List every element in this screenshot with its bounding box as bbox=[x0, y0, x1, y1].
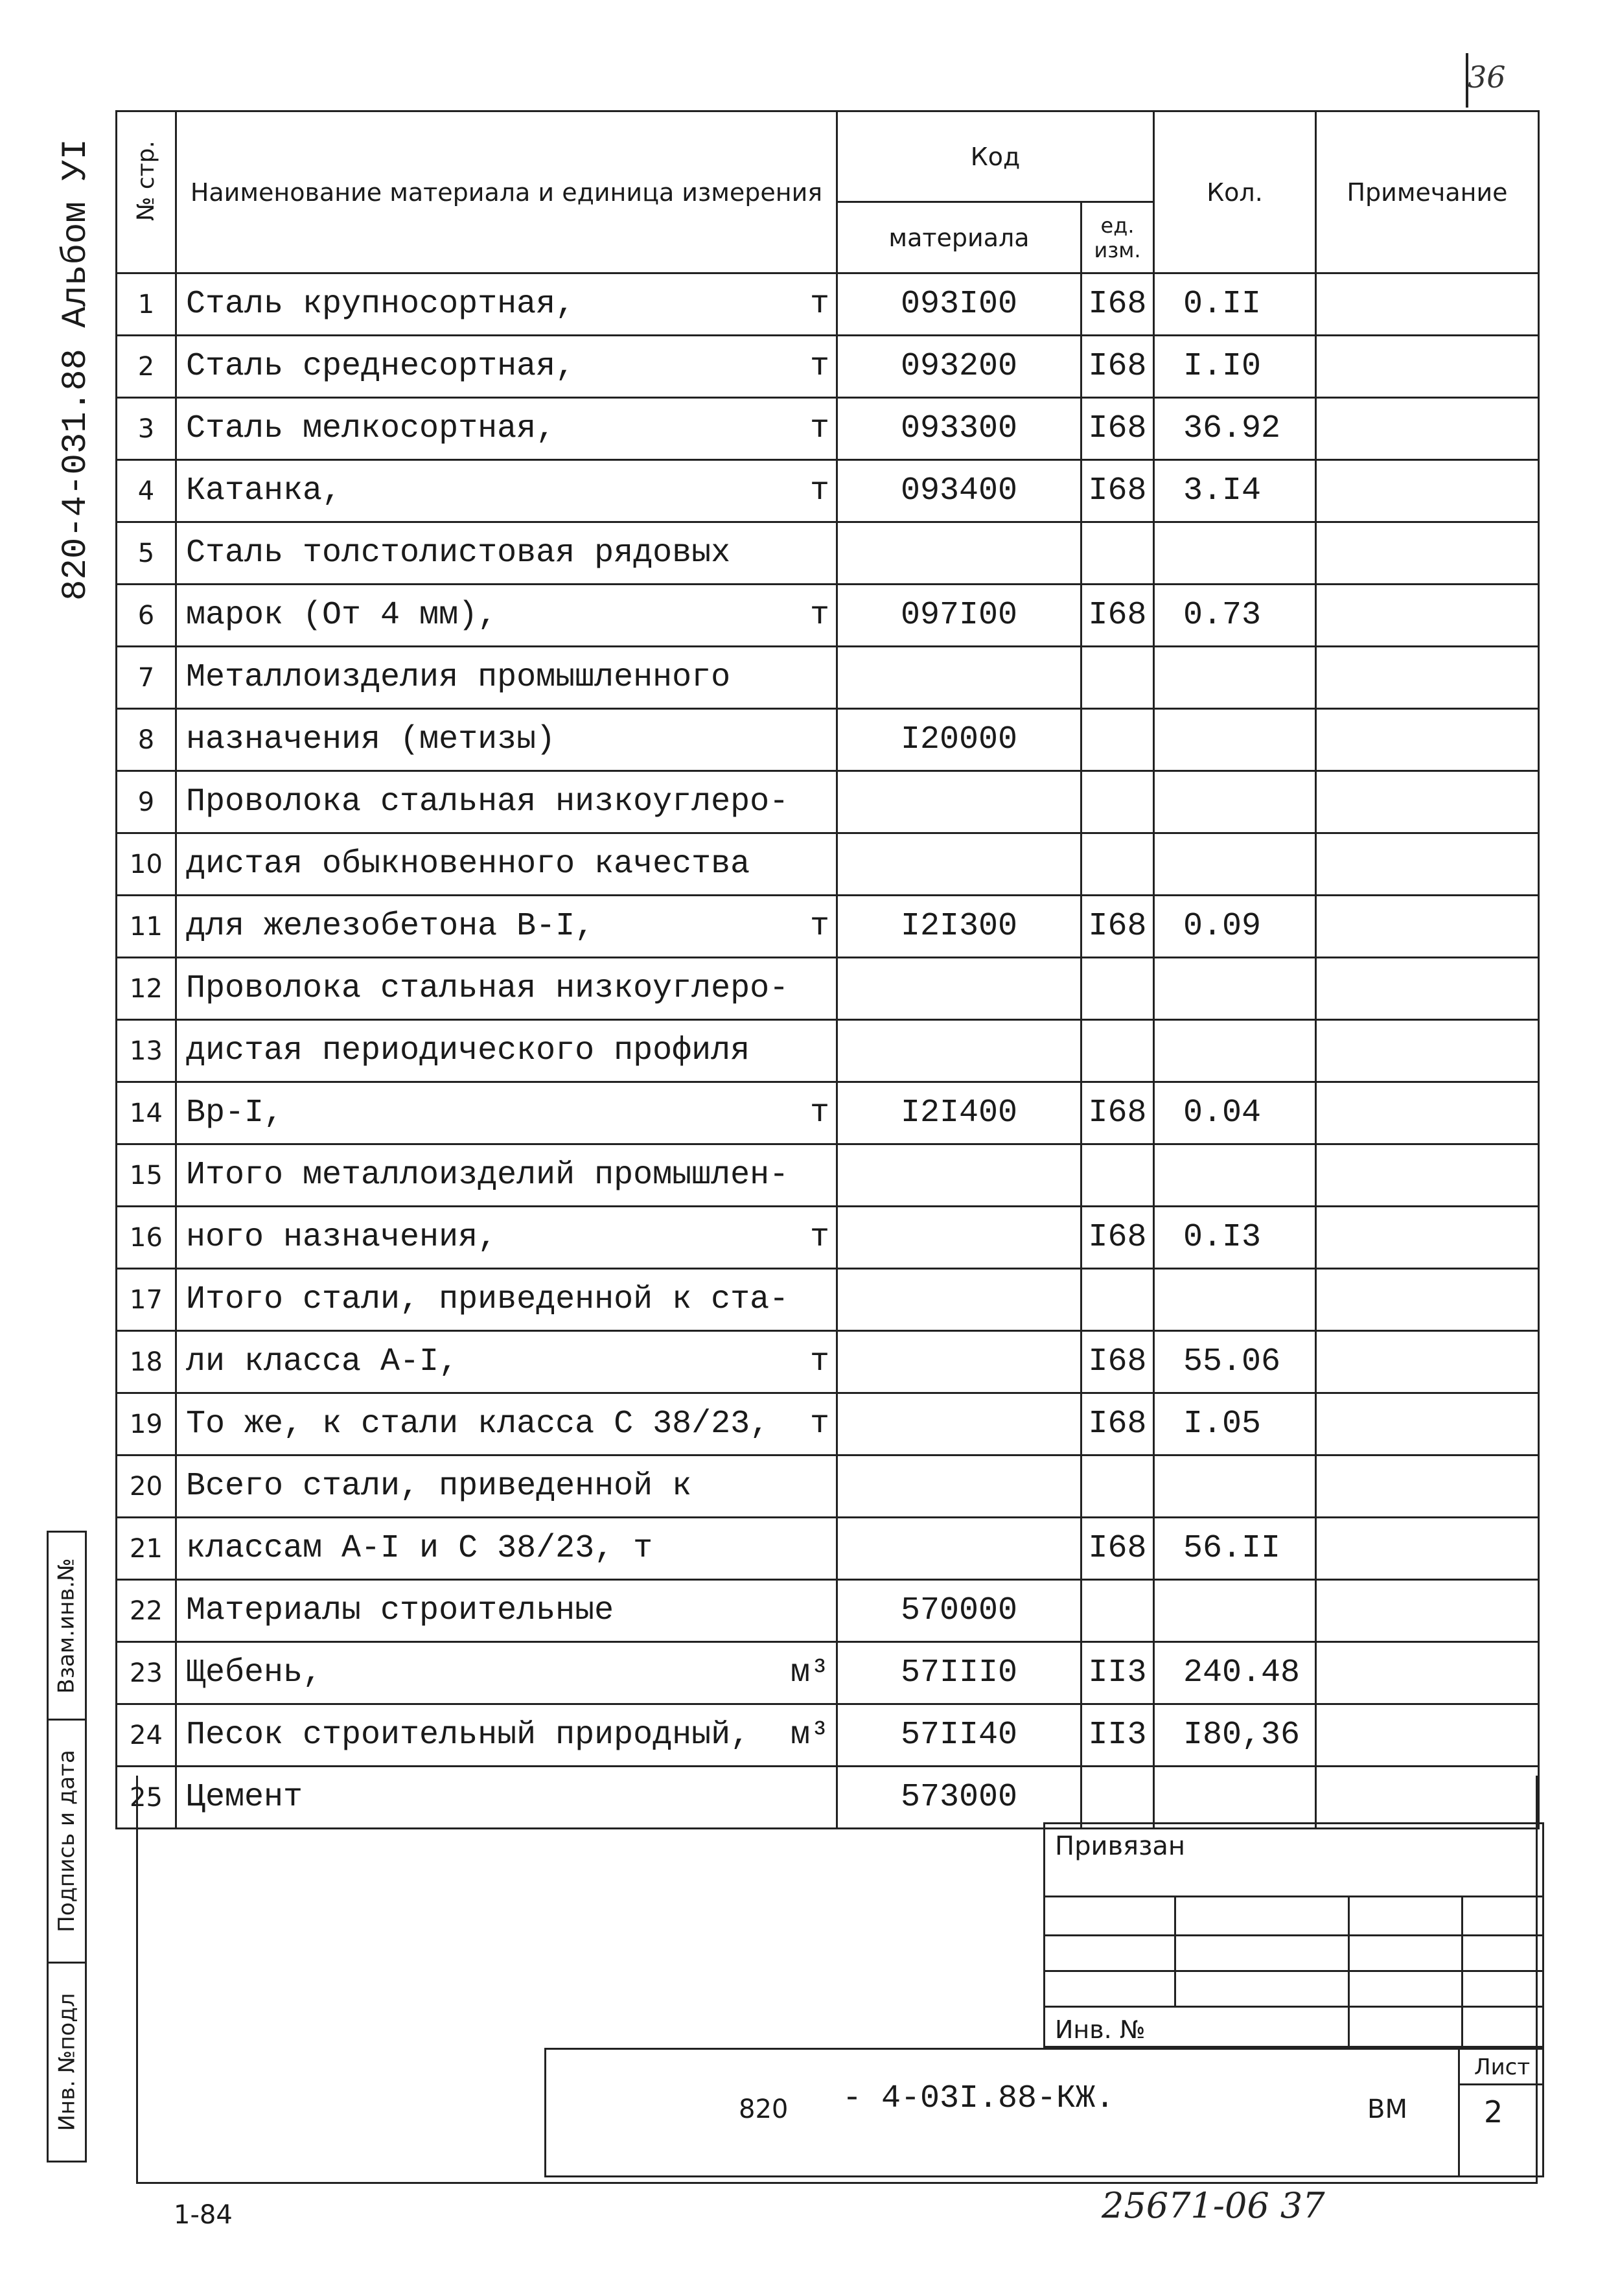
row-number: 14 bbox=[117, 1082, 176, 1144]
table-row bbox=[117, 1269, 1539, 1331]
unit-code: II3 bbox=[1081, 1642, 1154, 1704]
binding-divider bbox=[1174, 1896, 1176, 2006]
quantity bbox=[1154, 647, 1316, 709]
note-cell bbox=[1316, 647, 1539, 709]
material-code bbox=[837, 1393, 1081, 1455]
quantity: 0.I3 bbox=[1154, 1207, 1316, 1269]
row-number: 6 bbox=[117, 585, 176, 647]
table-row bbox=[117, 709, 1539, 771]
material-unit-symbol: т bbox=[809, 410, 829, 447]
unit-code bbox=[1081, 1144, 1154, 1207]
row-number: 3 bbox=[117, 398, 176, 460]
album-label: 820-4-031.88 Альбом УI bbox=[56, 138, 96, 601]
note-cell bbox=[1316, 1082, 1539, 1144]
material-name: ли класса А-I, bbox=[186, 1343, 459, 1380]
doc-code: - 4-03I.88-КЖ. bbox=[842, 2080, 1115, 2117]
material-code bbox=[837, 522, 1081, 585]
row-number: 7 bbox=[117, 647, 176, 709]
quantity bbox=[1154, 1020, 1316, 1082]
material-name: Итого стали, приведенной к ста- bbox=[186, 1281, 789, 1318]
material-code: 093300 bbox=[837, 398, 1081, 460]
material-name-cell bbox=[176, 1393, 837, 1455]
note-cell bbox=[1316, 1518, 1539, 1580]
unit-code bbox=[1081, 1269, 1154, 1331]
unit-code bbox=[1081, 1020, 1154, 1082]
header-code-material: материала bbox=[837, 202, 1081, 273]
note-cell bbox=[1316, 522, 1539, 585]
note-cell bbox=[1316, 460, 1539, 522]
material-name: Цемент bbox=[186, 1779, 303, 1816]
table-row bbox=[117, 896, 1539, 958]
unit-code bbox=[1081, 522, 1154, 585]
material-name-cell bbox=[176, 1704, 837, 1767]
material-unit-symbol: т bbox=[809, 1095, 829, 1131]
quantity bbox=[1154, 1144, 1316, 1207]
material-unit-symbol: т bbox=[809, 1343, 829, 1380]
note-cell bbox=[1316, 771, 1539, 833]
material-name: Катанка, bbox=[186, 472, 342, 509]
stamp-replaced-inv: Взам.инв.№ bbox=[49, 1533, 85, 1721]
material-code: 097I00 bbox=[837, 585, 1081, 647]
material-unit-symbol: т bbox=[809, 908, 829, 945]
unit-code bbox=[1081, 771, 1154, 833]
quantity: 0.73 bbox=[1154, 585, 1316, 647]
material-unit-symbol: т bbox=[809, 1219, 829, 1256]
title-divider bbox=[1458, 2083, 1544, 2085]
material-name: Проволока стальная низкоуглеро- bbox=[186, 970, 789, 1007]
row-number: 24 bbox=[117, 1704, 176, 1767]
quantity bbox=[1154, 709, 1316, 771]
material-name-cell bbox=[176, 1082, 837, 1144]
unit-code: I68 bbox=[1081, 336, 1154, 398]
table-row bbox=[117, 647, 1539, 709]
material-unit-symbol: т bbox=[809, 1406, 829, 1443]
material-name: назначения (метизы) bbox=[186, 721, 556, 758]
table-row bbox=[117, 958, 1539, 1020]
material-code bbox=[837, 1455, 1081, 1518]
table-row bbox=[117, 1704, 1539, 1767]
unit-code bbox=[1081, 833, 1154, 896]
material-name-cell bbox=[176, 771, 837, 833]
doc-type: ВМ bbox=[1367, 2094, 1407, 2124]
quantity: I.I0 bbox=[1154, 336, 1316, 398]
note-cell bbox=[1316, 1331, 1539, 1393]
row-number: 15 bbox=[117, 1144, 176, 1207]
material-code: 573000 bbox=[837, 1767, 1081, 1829]
row-number: 18 bbox=[117, 1331, 176, 1393]
table-row bbox=[117, 398, 1539, 460]
material-name: Всего стали, приведенной к bbox=[186, 1468, 692, 1505]
row-number: 10 bbox=[117, 833, 176, 896]
note-cell bbox=[1316, 1144, 1539, 1207]
material-code bbox=[837, 1331, 1081, 1393]
side-stamps bbox=[47, 1531, 87, 2163]
material-name: Щебень, bbox=[186, 1654, 323, 1691]
material-name-cell bbox=[176, 1020, 837, 1082]
material-name: Вр-I, bbox=[186, 1095, 284, 1131]
table-row bbox=[117, 522, 1539, 585]
header-code: Код bbox=[837, 111, 1154, 202]
footer-left: 1-84 bbox=[174, 2200, 233, 2230]
material-code: 093I00 bbox=[837, 273, 1081, 336]
row-number: 21 bbox=[117, 1518, 176, 1580]
material-code bbox=[837, 958, 1081, 1020]
binding-divider bbox=[1348, 1896, 1350, 2048]
quantity: 0.II bbox=[1154, 273, 1316, 336]
note-cell bbox=[1316, 1020, 1539, 1082]
material-name-cell bbox=[176, 896, 837, 958]
unit-code: I68 bbox=[1081, 1393, 1154, 1455]
material-name-cell bbox=[176, 1455, 837, 1518]
material-name: То же, к стали класса С 38/23, bbox=[186, 1406, 770, 1443]
row-number: 19 bbox=[117, 1393, 176, 1455]
note-cell bbox=[1316, 1393, 1539, 1455]
material-unit-symbol: т bbox=[809, 472, 829, 509]
row-number: 16 bbox=[117, 1207, 176, 1269]
table-row bbox=[117, 1455, 1539, 1518]
quantity: 0.04 bbox=[1154, 1082, 1316, 1144]
binding-line bbox=[1043, 2006, 1544, 2008]
material-name-cell bbox=[176, 273, 837, 336]
note-cell bbox=[1316, 1269, 1539, 1331]
material-name-cell bbox=[176, 709, 837, 771]
material-name-cell bbox=[176, 958, 837, 1020]
material-code bbox=[837, 1020, 1081, 1082]
material-name: Итого металлоизделий промышлен- bbox=[186, 1157, 789, 1194]
unit-code: I68 bbox=[1081, 1082, 1154, 1144]
header-row-no: № стр. bbox=[117, 111, 176, 273]
material-name: ного назначения, bbox=[186, 1219, 498, 1256]
sheet-label: Лист bbox=[1474, 2054, 1531, 2080]
quantity: 3.I4 bbox=[1154, 460, 1316, 522]
table-row bbox=[117, 1020, 1539, 1082]
row-number: 17 bbox=[117, 1269, 176, 1331]
note-cell bbox=[1316, 1642, 1539, 1704]
material-name-cell bbox=[176, 1144, 837, 1207]
table-row bbox=[117, 1331, 1539, 1393]
material-name: Сталь крупносортная, bbox=[186, 286, 575, 323]
material-name: дистая периодического профиля bbox=[186, 1032, 750, 1069]
material-unit-symbol: т bbox=[809, 286, 829, 323]
unit-code: I68 bbox=[1081, 896, 1154, 958]
table-row bbox=[117, 460, 1539, 522]
material-code bbox=[837, 1269, 1081, 1331]
title-divider bbox=[1458, 2048, 1460, 2177]
note-cell bbox=[1316, 896, 1539, 958]
table-row bbox=[117, 1518, 1539, 1580]
note-cell bbox=[1316, 1704, 1539, 1767]
row-number: 5 bbox=[117, 522, 176, 585]
table-row bbox=[117, 1393, 1539, 1455]
material-name: дистая обыкновенного качества bbox=[186, 846, 750, 883]
row-number: 9 bbox=[117, 771, 176, 833]
unit-code: I68 bbox=[1081, 585, 1154, 647]
unit-code: I68 bbox=[1081, 273, 1154, 336]
row-number: 12 bbox=[117, 958, 176, 1020]
material-name-cell bbox=[176, 336, 837, 398]
table-row bbox=[117, 771, 1539, 833]
unit-code: II3 bbox=[1081, 1704, 1154, 1767]
row-number: 20 bbox=[117, 1455, 176, 1518]
note-cell bbox=[1316, 833, 1539, 896]
table-row bbox=[117, 336, 1539, 398]
quantity bbox=[1154, 833, 1316, 896]
material-code bbox=[837, 1207, 1081, 1269]
material-name: Материалы строительные bbox=[186, 1592, 614, 1629]
note-cell bbox=[1316, 1580, 1539, 1642]
material-code bbox=[837, 833, 1081, 896]
material-code: I2I400 bbox=[837, 1082, 1081, 1144]
quantity bbox=[1154, 1455, 1316, 1518]
note-cell bbox=[1316, 585, 1539, 647]
row-number: 11 bbox=[117, 896, 176, 958]
row-number: 4 bbox=[117, 460, 176, 522]
quantity: 0.09 bbox=[1154, 896, 1316, 958]
quantity bbox=[1154, 1269, 1316, 1331]
unit-code bbox=[1081, 1580, 1154, 1642]
note-cell bbox=[1316, 336, 1539, 398]
quantity: 36.92 bbox=[1154, 398, 1316, 460]
material-name-cell bbox=[176, 1331, 837, 1393]
binding-inv: Инв. № bbox=[1055, 2015, 1146, 2044]
unit-code: I68 bbox=[1081, 460, 1154, 522]
material-name-cell bbox=[176, 522, 837, 585]
row-number: 23 bbox=[117, 1642, 176, 1704]
material-unit-symbol: т bbox=[809, 597, 829, 634]
row-number: 22 bbox=[117, 1580, 176, 1642]
material-name-cell bbox=[176, 398, 837, 460]
material-unit-symbol: м³ bbox=[790, 1717, 829, 1754]
material-code bbox=[837, 1518, 1081, 1580]
material-code: 570000 bbox=[837, 1580, 1081, 1642]
material-name: для железобетона В-I, bbox=[186, 908, 595, 945]
page-number: 36 bbox=[1468, 60, 1506, 95]
material-code: 093200 bbox=[837, 336, 1081, 398]
table-row bbox=[117, 1580, 1539, 1642]
note-cell bbox=[1316, 709, 1539, 771]
material-name-cell bbox=[176, 833, 837, 896]
material-name-cell bbox=[176, 647, 837, 709]
quantity: I.05 bbox=[1154, 1393, 1316, 1455]
note-cell bbox=[1316, 273, 1539, 336]
material-name: Песок строительный природный, bbox=[186, 1717, 750, 1754]
material-unit-symbol: м³ bbox=[790, 1654, 829, 1691]
header-qty: Кол. bbox=[1154, 111, 1316, 273]
material-code: 57III0 bbox=[837, 1642, 1081, 1704]
quantity: 56.II bbox=[1154, 1518, 1316, 1580]
row-number: 13 bbox=[117, 1020, 176, 1082]
unit-code bbox=[1081, 958, 1154, 1020]
binding-divider bbox=[1461, 1896, 1463, 2048]
quantity bbox=[1154, 958, 1316, 1020]
sheet-number: 2 bbox=[1484, 2094, 1503, 2129]
binding-line bbox=[1043, 1896, 1544, 1897]
row-number: 8 bbox=[117, 709, 176, 771]
materials-table bbox=[115, 110, 1540, 1829]
row-number: 2 bbox=[117, 336, 176, 398]
material-name: Сталь толстолистовая рядовых bbox=[186, 535, 731, 572]
row-number: 25 bbox=[117, 1767, 176, 1829]
material-code: I20000 bbox=[837, 709, 1081, 771]
material-name-cell bbox=[176, 1269, 837, 1331]
header-name: Наименование материала и единица измерения bbox=[176, 111, 837, 273]
material-code: 57II40 bbox=[837, 1704, 1081, 1767]
row-number: 1 bbox=[117, 273, 176, 336]
binding-title: Привязан bbox=[1055, 1831, 1186, 1861]
material-code bbox=[837, 647, 1081, 709]
table-row bbox=[117, 1082, 1539, 1144]
header-note: Примечание bbox=[1316, 111, 1539, 273]
note-cell bbox=[1316, 1207, 1539, 1269]
unit-code bbox=[1081, 647, 1154, 709]
material-name: Сталь мелкосортная, bbox=[186, 410, 556, 447]
material-name-cell bbox=[176, 1580, 837, 1642]
table-row bbox=[117, 1207, 1539, 1269]
material-code bbox=[837, 771, 1081, 833]
table-row bbox=[117, 585, 1539, 647]
quantity: I80,36 bbox=[1154, 1704, 1316, 1767]
unit-code bbox=[1081, 1455, 1154, 1518]
unit-code: I68 bbox=[1081, 1207, 1154, 1269]
table-row bbox=[117, 273, 1539, 336]
unit-code bbox=[1081, 709, 1154, 771]
unit-code: I68 bbox=[1081, 1331, 1154, 1393]
stamp-inv-orig: Инв. №подл bbox=[54, 1993, 80, 2131]
quantity: 55.06 bbox=[1154, 1331, 1316, 1393]
material-name-cell bbox=[176, 1642, 837, 1704]
quantity: 240.48 bbox=[1154, 1642, 1316, 1704]
table-row bbox=[117, 1642, 1539, 1704]
material-code bbox=[837, 1144, 1081, 1207]
quantity bbox=[1154, 522, 1316, 585]
quantity bbox=[1154, 1580, 1316, 1642]
binding-line bbox=[1043, 1934, 1544, 1936]
unit-code: I68 bbox=[1081, 1518, 1154, 1580]
material-unit-symbol: т bbox=[809, 348, 829, 385]
material-name-cell bbox=[176, 1207, 837, 1269]
note-cell bbox=[1316, 958, 1539, 1020]
table-row bbox=[117, 833, 1539, 896]
material-name-cell bbox=[176, 460, 837, 522]
material-name: Металлоизделия промышленного bbox=[186, 659, 731, 696]
quantity bbox=[1154, 771, 1316, 833]
doc-prefix: 820 bbox=[739, 2094, 789, 2124]
binding-line bbox=[1043, 1970, 1544, 1972]
header-code-unit: ед. изм. bbox=[1081, 202, 1154, 273]
material-code: I2I300 bbox=[837, 896, 1081, 958]
material-name: марок (От 4 мм), bbox=[186, 597, 498, 634]
note-cell bbox=[1316, 398, 1539, 460]
material-code: 093400 bbox=[837, 460, 1081, 522]
material-name: классам А-I и С 38/23, т bbox=[186, 1530, 653, 1567]
material-name: Сталь среднесортная, bbox=[186, 348, 575, 385]
material-name-cell bbox=[176, 1518, 837, 1580]
handwritten-number: 25671-06 37 bbox=[1102, 2185, 1325, 2226]
material-name: Проволока стальная низкоуглеро- bbox=[186, 783, 789, 820]
material-name-cell bbox=[176, 585, 837, 647]
stamp-sign-date: Подпись и дата bbox=[49, 1721, 85, 1964]
note-cell bbox=[1316, 1455, 1539, 1518]
table-row bbox=[117, 1144, 1539, 1207]
unit-code: I68 bbox=[1081, 398, 1154, 460]
